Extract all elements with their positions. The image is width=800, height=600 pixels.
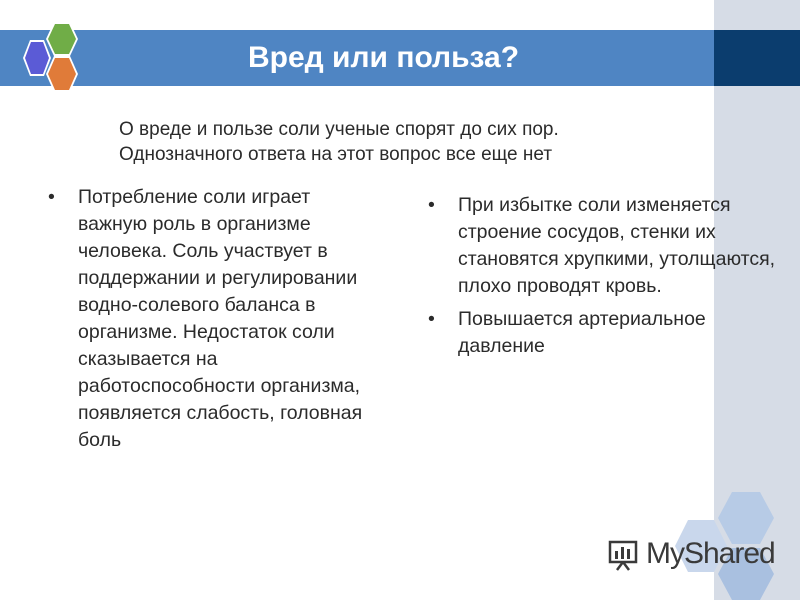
bullet-marker: • <box>428 308 435 330</box>
bullet-text: Потребление соли играет важную роль в организме человека. Соль участвует в поддержании и регулировании водно-солевого баланса в организме. Недостаток соли сказывается на работоспособности организма, появляется слабость, головная боль <box>78 186 363 451</box>
presentation-board-icon <box>606 536 642 572</box>
bullet-marker: • <box>428 194 435 216</box>
bullet-item <box>428 192 778 300</box>
watermark-text: MyShared <box>646 537 775 570</box>
left-column <box>48 184 378 460</box>
title-bar-accent <box>714 30 800 86</box>
bullet-item <box>428 306 778 360</box>
bullet-item <box>48 184 378 454</box>
intro-text: О вреде и пользе соли ученые спорят до сих пор. Однозначного ответа на этот вопрос все еще нет <box>119 119 559 165</box>
bullet-text: Повышается артериальное давление <box>458 308 706 357</box>
bullet-text: При избытке соли изменяется строение сосудов, стенки их становятся хрупкими, утолщаются, плохо проводят кровь. <box>458 194 776 297</box>
bullet-marker: • <box>48 186 55 208</box>
hexagon-logo-icon <box>10 18 90 98</box>
slide-title: Вред или польза? <box>248 41 520 74</box>
right-column <box>428 192 778 366</box>
watermark <box>606 536 775 572</box>
